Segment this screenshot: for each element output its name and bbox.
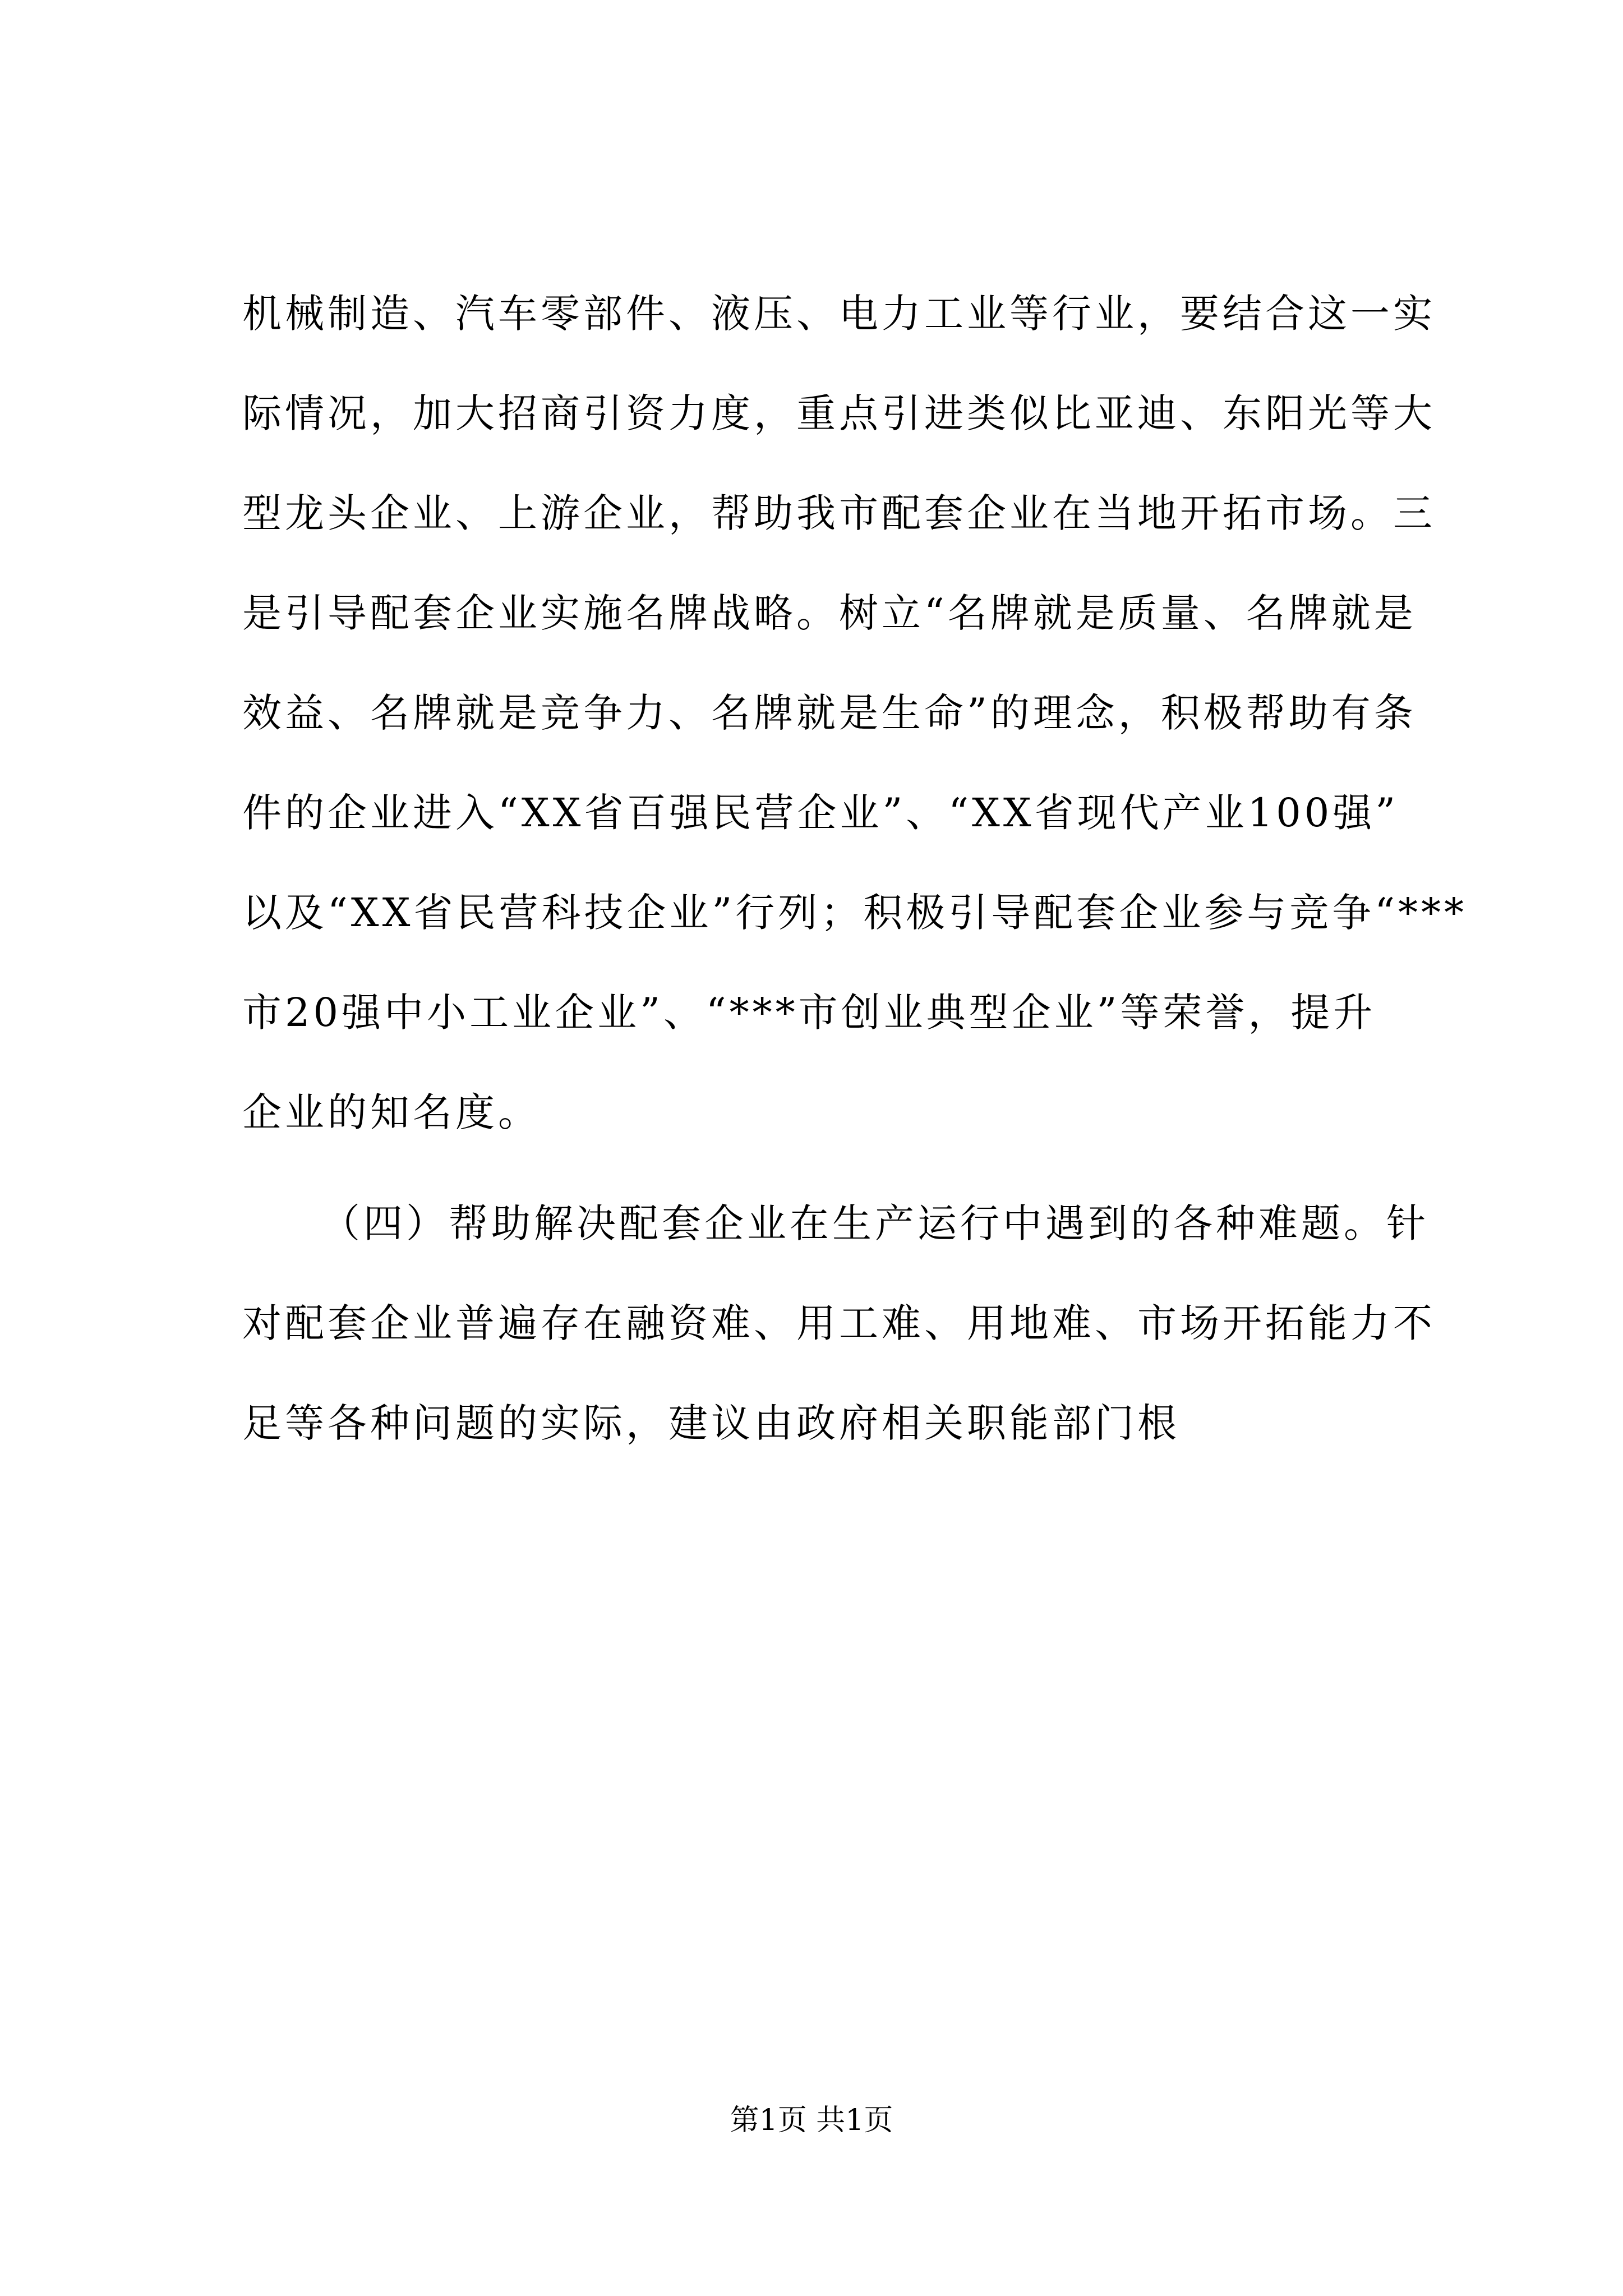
text-line: 市20强中小工业企业”、“***市创业典型企业”等荣誉，提升 [242,990,1376,1036]
text-line: 型龙头企业、上游企业，帮助我市配套企业在当地开拓市场。三 [242,490,1436,536]
text-line: 以及“XX省民营科技企业”行列；积极引导配套企业参与竞争“*** [242,890,1468,936]
text-line: 机械制造、汽车零部件、液压、电力工业等行业，要结合这一实 [242,291,1436,337]
text-line: 际情况，加大招商引资力度，重点引进类似比亚迪、东阳光等大 [242,390,1436,436]
document-body [242,264,1468,1473]
text-line: 件的企业进入“XX省百强民营企业”、“XX省现代产业100强” [242,790,1399,836]
text-line: 足等各种问题的实际，建议由政府相关职能部门根 [242,1400,1180,1446]
text-line: 是引导配套企业实施名牌战略。树立“名牌就是质量、名牌就是 [242,590,1417,636]
text-line: 效益、名牌就是竞争力、名牌就是生命”的理念，积极帮助有条 [242,690,1417,736]
text-line: 企业的知名度。 [242,1089,541,1135]
paragraph-gap [242,1162,1420,1174]
text-line: 对配套企业普遍存在融资难、用工难、用地难、市场开拓能力不 [242,1300,1436,1346]
page-footer: 第1页 共1页 [730,2104,893,2137]
paragraph-heading-line: （四）帮助解决配套企业在生产运行中遇到的各种难题。针 [321,1200,1429,1246]
